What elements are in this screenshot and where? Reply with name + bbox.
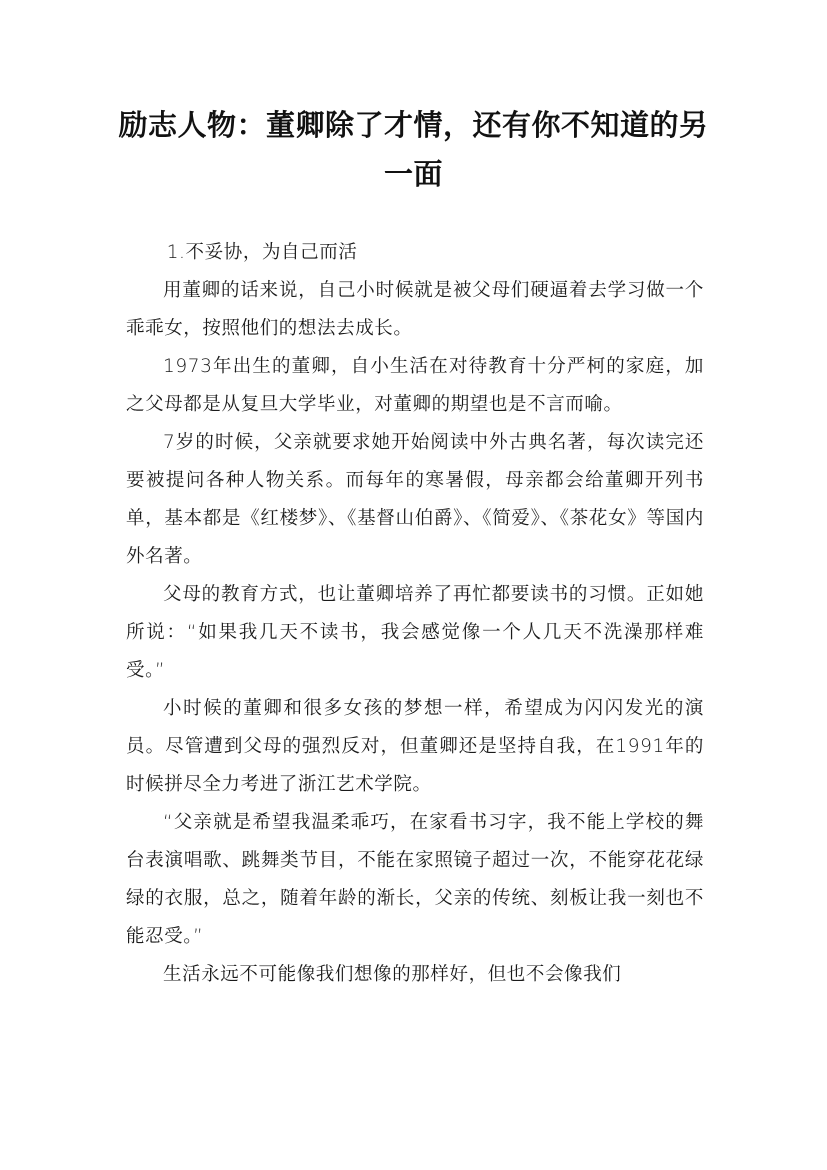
paragraph: 用董卿的话来说，自己小时候就是被父母们硬逼着去学习做一个乖乖女，按照他们的想法去成长。 bbox=[126, 280, 704, 339]
paragraph: 父母的教育方式，也让董卿培养了再忙都要读书的习惯。正如她所说：“如果我几天不读书，我会感觉像一个人几天不洗澡那样难受。” bbox=[126, 584, 704, 681]
paragraph: 生活永远不可能像我们想像的那样好，但也不会像我们 bbox=[163, 964, 622, 985]
section-heading: 1.不妥协，为自己而活 bbox=[166, 242, 358, 263]
paragraph: 小时候的董卿和很多女孩的梦想一样，希望成为闪闪发光的演员。尽管遭到父母的强烈反对，但董卿还是坚持自我，在1991年的时候拼尽全力考进了浙江艺术学院。 bbox=[126, 698, 704, 795]
paragraph: 1973年出生的董卿，自小生活在对待教育十分严柯的家庭，加之父母都是从复旦大学毕业，对董卿的期望也是不言而喻。 bbox=[126, 356, 704, 415]
paragraph: 7岁的时候，父亲就要求她开始阅读中外古典名著，每次读完还要被提问各种人物关系。而每年的寒暑假，母亲都会给董卿开列书单，基本都是《红楼梦》、《基督山伯爵》、《简爱》、《茶花女》等国内外名著。 bbox=[126, 432, 704, 567]
document-title: 励志人物：董卿除了才情，还有你不知道的另一面 bbox=[118, 108, 709, 191]
paragraph: “父亲就是希望我温柔乖巧，在家看书习字，我不能上学校的舞台表演唱歌、跳舞类节目，不能在家照镜子超过一次，不能穿花花绿绿的衣服，总之，随着年龄的渐长，父亲的传统、刻板让我一刻也不能忍受。” bbox=[126, 812, 704, 947]
document-body bbox=[126, 234, 704, 994]
